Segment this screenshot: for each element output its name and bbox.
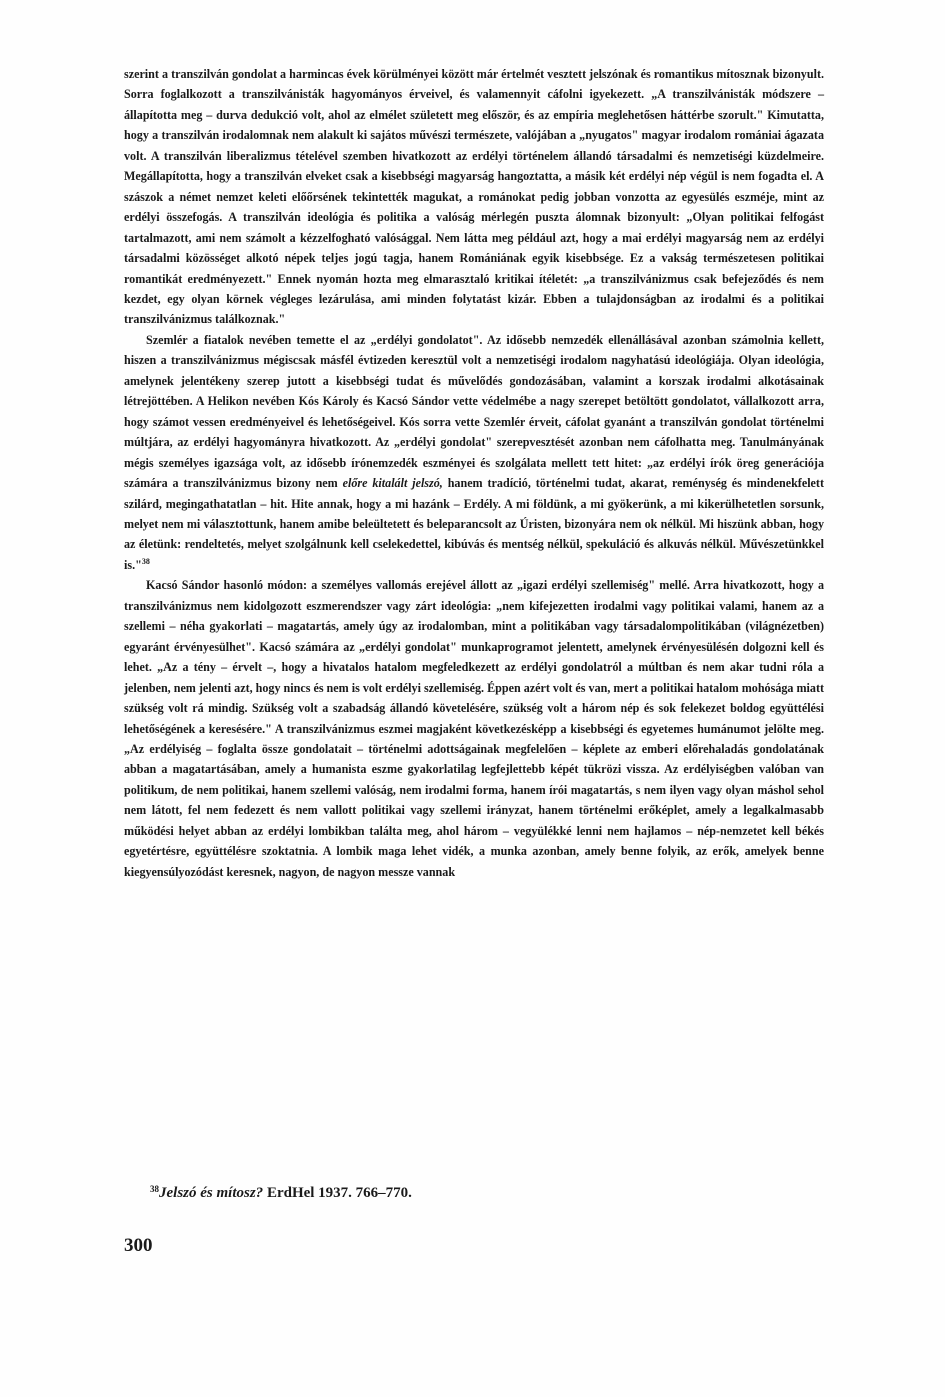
text-segment: hanem tradíció, történelmi tudat, akarat, reménység és mindenekfelett szilárd, megingathatatlan – hit. Hite annak, hogy a mi hazánk – Erdély. A mi földünk, a mi gyökerünk, a mi kikerülhetetlen sorsunk, melyet nem mi választottunk, hanem amibe beleültetett és beleparancsolt az Úristen, bizonyára nem ok nélkül. Mi hiszünk abban, hogy az életünk: rendeltetés, melyet szolgálnunk kell cselekedettel, kibúvás és mentség nélkül, spekuláció és alkuvás nélkül. Művészetünkkel is." (124, 476, 824, 572)
text-segment: Szemlér a fiatalok nevében temette el az „erdélyi gondolatot". Az idősebb nemzedék ellenállásával azonban számolnia kellett, hiszen a transzilvánizmus mégiscsak másfél évtizeden keresztül volt a nemzetiségi irodalom nagyhatású ideológiája. Olyan ideológia, amelynek jelentékeny szerep jutott a kisebbségi tudat és művelődés gondozásában, valamint a korszak irodalmi alkotásainak létrejöttében. A Helikon nevében Kós Károly és Kacsó Sándor vette védelmébe a nagy szerepet betöltött gondolatot, vállalkozott arra, hogy számot vessen eredményeivel és lehetőségeivel. Kós sorra vette Szemlér érveit, cáfolat gyanánt a transzilván gondolat történelmi múltjára, az erdélyi hagyományra hivatkozott. Az „erdélyi gondolat" szerepvesztését azonban nem cáfolhatta meg. Tanulmányának mégis személyes igazsága volt, az idősebb írónemzedék eszményei és szolgálata mellett tett hitet: „az erdélyi írók öreg generációja számára a transzilvánizmus bizony nem (124, 332, 824, 491)
footnote-source: ErdHel 1937. 766–770. (263, 1185, 412, 1201)
footnote (150, 1179, 750, 1203)
text-segment: Kacsó Sándor hasonló módon: a személyes vallomás erejével állott az „igazi erdélyi szellemiség" mellé. Arra hivatkozott, hogy a transzilvánizmus nem kidolgozott eszmerendszer vagy zárt ideológia: „nem kifejezetten irodalmi vagy politikai valami, hanem az a szellemi – néha gyakorlati – magatartás, amely úgy az irodalomban, mint a politikában vagy társadalompolitikában (világnézetben) egyaránt érvényesülhet". Kacsó számára az „erdélyi gondolat" munkaprogramot jelentett, amelynek érvényesülésén dolgozni kell és lehet. „Az a tény – érvelt –, hogy a hivatalos hatalom megfeledkezett az erdélyi gondolatról a múltban és nem akar tudni róla a jelenben, nem jelenti azt, hogy nincs és nem is volt erdélyi szellemiség. Éppen azért volt és van, mert a politikai hatalom mohósága miatt szükség volt rá mindig. Szükség volt a szabadság állandó követelésére, szükség volt a három nép és sok felekezet boldog együttélési lehetőségének a keresésére." A transzilvánizmus eszmei magjaként következésképp a kisebbségi és egyetemes humánumot jelölte meg. „Az erdélyiség – foglalta össze gondolatait – történelmi adottságainak megfelelően – képlete az emberi előrehaladás gondolatának abban a magatartásában, amely a humanista eszme gyakorlatilag legfejlettebb képét tükrözi vissza. Az erdélyiségben valóban van politikum, de nem politikai, hanem szellemi valóság, nem irodalmi forma, hanem írói magatartás, s nem ilyen vagy olyan máshol sehol nem látott, fel nem fedezett és nem vallott politikai vagy szellemi irányzat, hanem történelmi erőképlet, amely a legalkalmasabb működési helyet abban az erdélyi lombikban találta meg, ahol három – vegyülékké lenni nem hajlamos – nép-nemzetet kell békés egyetértésre, együttélésre szoktatnia. A lombik maga lehet vidék, a munka azonban, amely benne folyik, az erők, amelyek benne kiegyensúlyozódást keresnek, nagyon, de nagyon messze vannak (124, 578, 825, 879)
footnote-number: 38 (150, 1184, 159, 1194)
paragraph (124, 64, 824, 330)
text-segment: szerint a transzilván gondolat a harmincas évek körülményei között már értelmét vesztett jelszónak és romantikus mítosznak bizonyult. Sorra foglalkozott a transzilvánisták hagyományos érveivel, és valamennyit cáfolni igyekezett. „A transzilvánisták módszere – állapította meg – durva dedukció volt, ahol az elmélet született meg először, és az empíria meglehetősen háttérbe szorult." Kimutatta, hogy a transzilván irodalomnak nem alakult ki sajátos művészi természete, valójában a „nyugatos" magyar irodalom romániai ágazata volt. A transzilván liberalizmus tételével szemben hivatkozott az erdélyi történelem állandó társadalmi és nemzetiségi küzdelmeire. Megállapította, hogy a transzilván elveket csak a kisebbségi magyarság hangoztatta, a másik két erdélyi nép végül is nem fogadta el. A szászok a német nemzet keleti előőrsének tekintették magukat, a románokat pedig jobban vonzotta az egyesülés eszméje, mint az erdélyi összefogás. A transzilván ideológia és politika a valóság mérlegén puszta álomnak bizonyult: „Olyan politikai felfogást tartalmazott, ami nem számolt a kézzelfogható valósággal. Nem látta meg például azt, hogy a mai erdélyi magyarság nem az erdélyi társadalmi közösséget alkotó népek teljes jogú tagja, hanem Romániának egyik kisebbsége. Ez a vakság természetesen politikai romantikát eredményezett." Ennek nyomán hozta meg elmarasztaló kritikai ítéletét: „a transzilvánizmus csak befejeződés és nem kezdet, egy olyan körnek végleges lezárulása, ami minden folytatást kizár. Ebben a tulajdonságban az irodalmi és a politikai transzilvánizmus találkoznak." (124, 67, 824, 327)
page-number: 300 (124, 1235, 153, 1256)
italic-phrase: előre kitalált jelszó, (342, 476, 443, 491)
paragraph (124, 575, 824, 882)
footnote-reference: 38 (141, 556, 150, 566)
paragraph (124, 330, 824, 575)
footnote-title: Jelszó és mítosz? (159, 1185, 264, 1201)
body-text (124, 64, 824, 882)
